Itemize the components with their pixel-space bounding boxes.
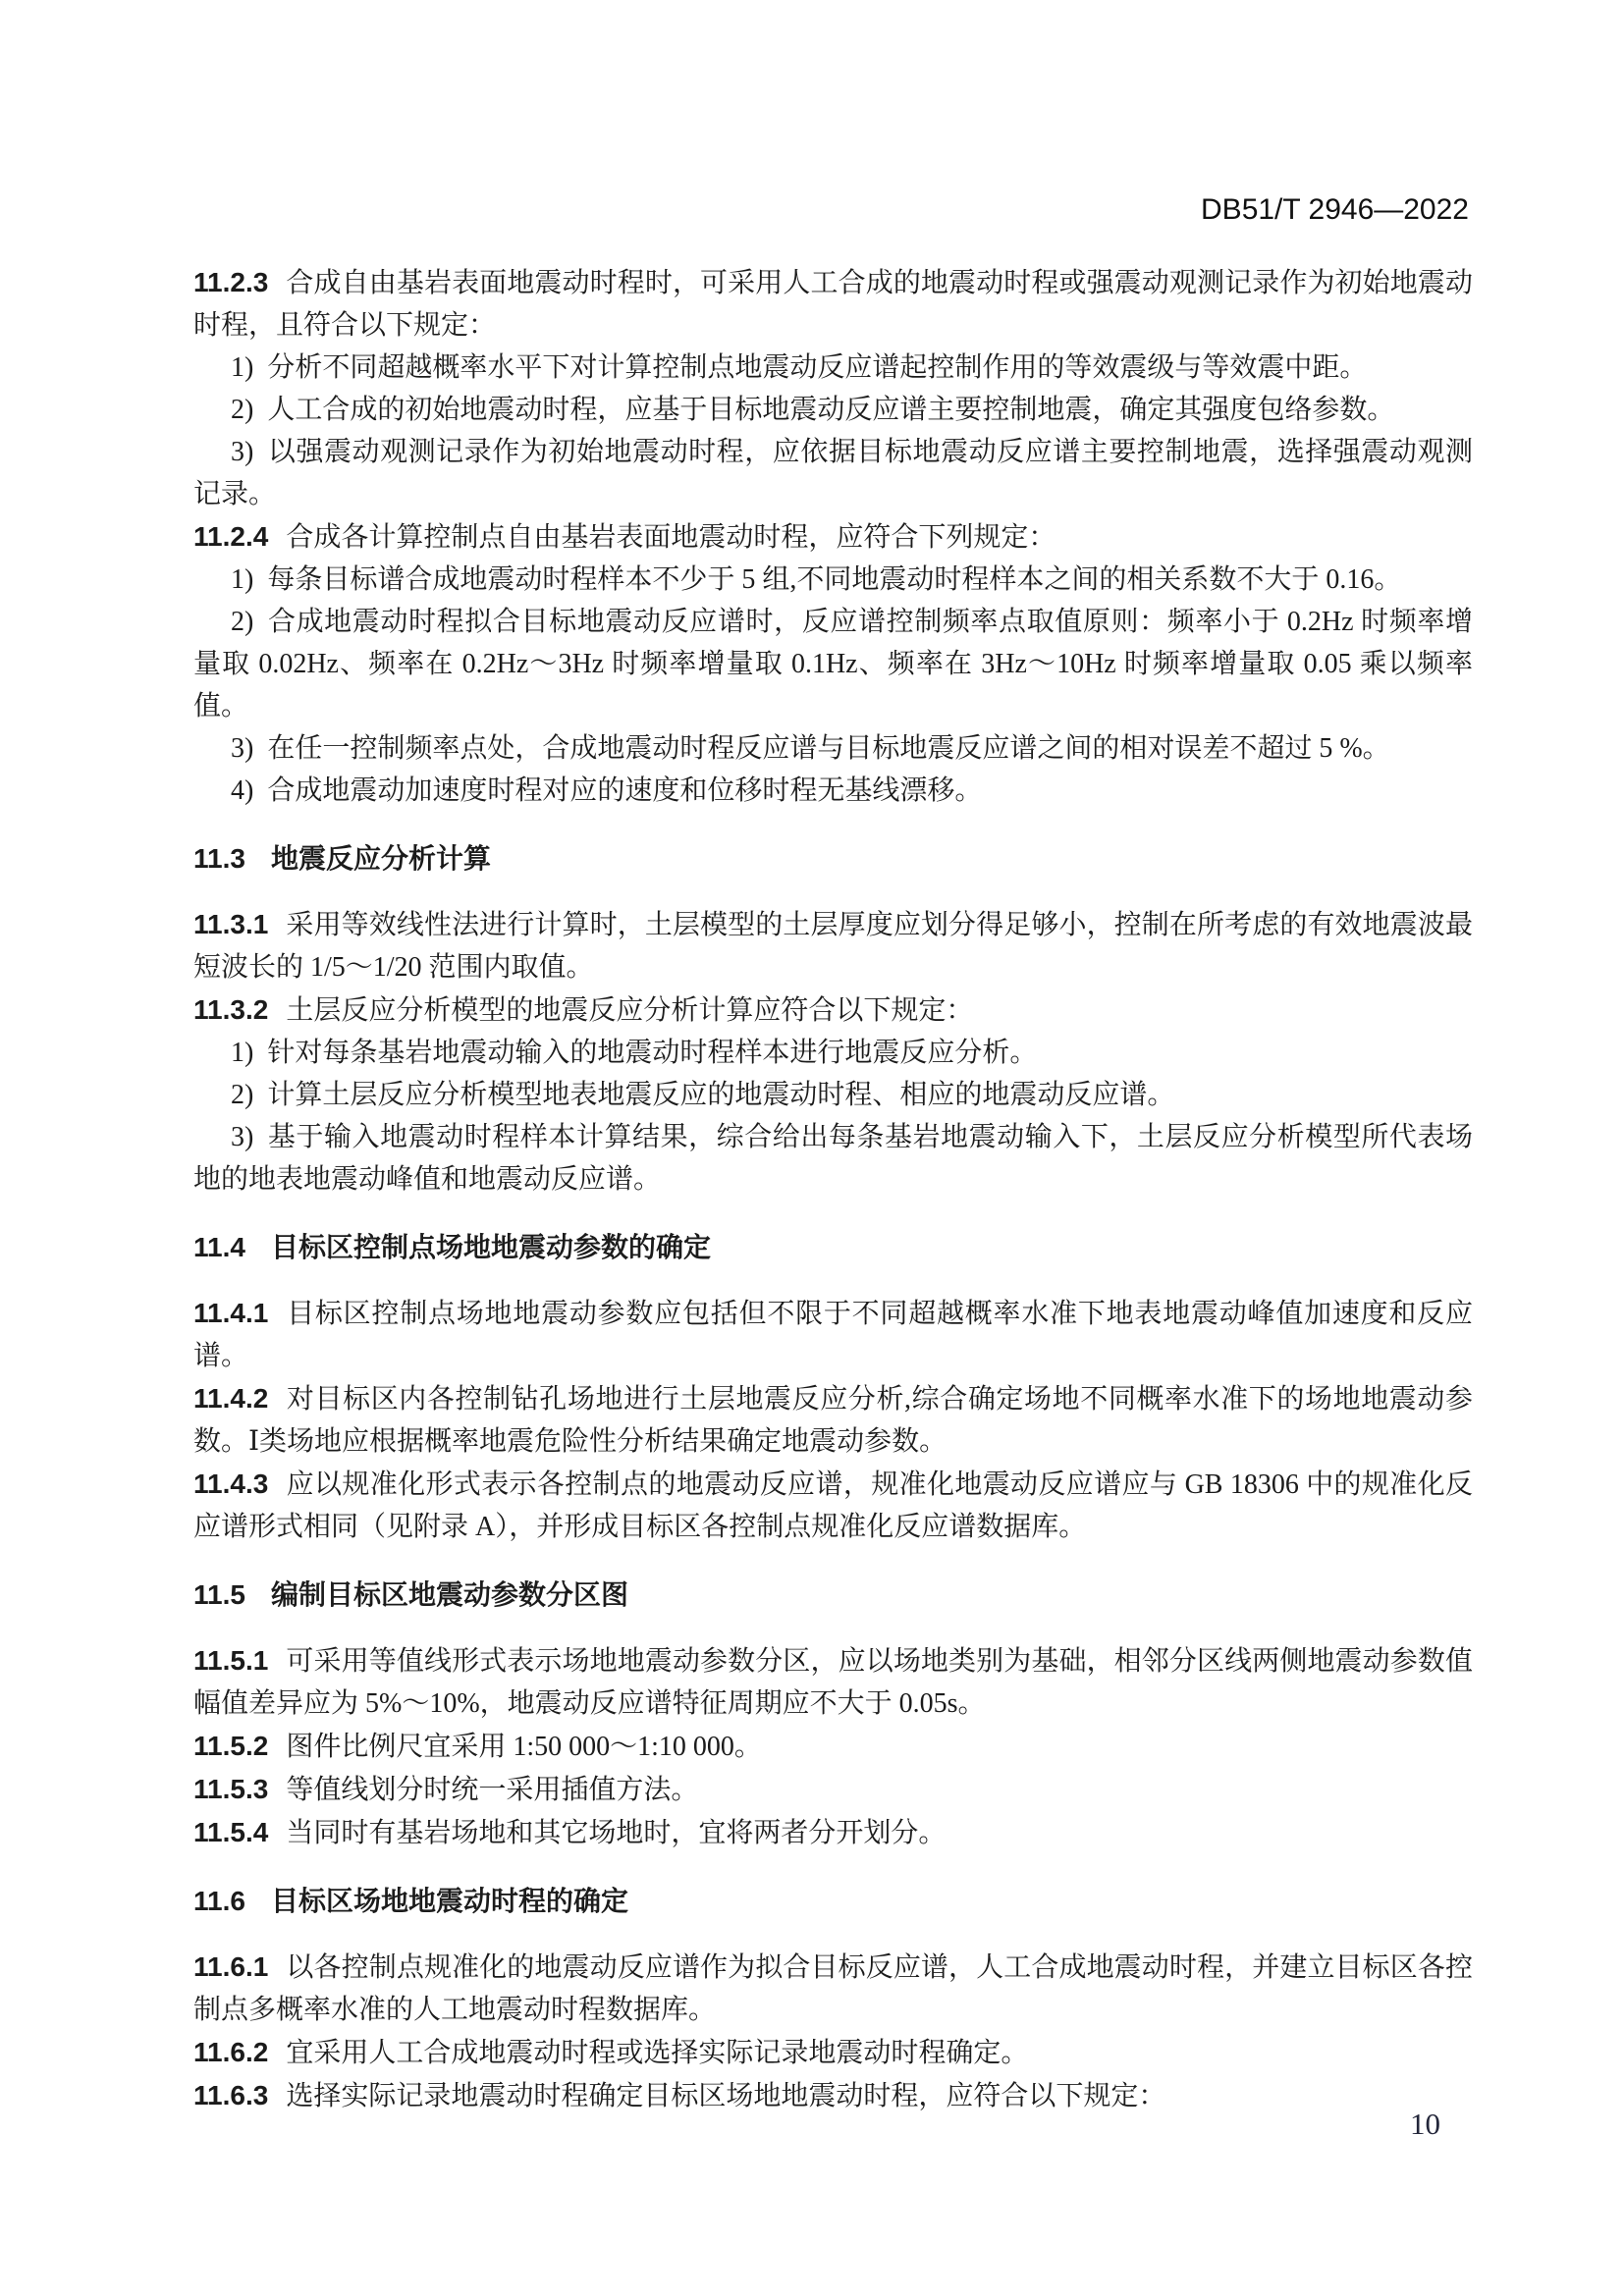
item-text: 每条目标谱合成地震动时程样本不少于 5 组,不同地震动时程样本之间的相关系数不大于 0.16。	[267, 564, 1402, 595]
clause-text: 采用等效线性法进行计算时，土层模型的土层厚度应划分得足够小，控制在所考虑的有效地震波最短波长的 1/5～1/20 范围内取值。	[193, 910, 1473, 983]
item-number: 1)	[231, 352, 254, 383]
clause-11.4.2	[193, 1377, 1473, 1463]
clause-number: 11.5.1	[193, 1645, 269, 1676]
item-number: 4)	[231, 775, 254, 806]
item-text: 人工合成的初始地震动时程，应基于目标地震动反应谱主要控制地震，确定其强度包络参数。	[267, 395, 1395, 425]
item-3	[193, 727, 1473, 770]
clause-text: 选择实际记录地震动时程确定目标区场地地震动时程，应符合以下规定：	[286, 2081, 1166, 2111]
item-text: 基于输入地震动时程样本计算结果，综合给出每条基岩地震动输入下，土层反应分析模型所代表场地的地表地震动峰值和地震动反应谱。	[193, 1122, 1473, 1195]
clause-text: 图件比例尺宜采用 1:50 000～1:10 000。	[286, 1732, 762, 1762]
clause-text: 当同时有基岩场地和其它场地时，宜将两者分开划分。	[286, 1818, 947, 1848]
item-text: 合成地震动时程拟合目标地震动反应谱时，反应谱控制频率点取值原则：频率小于 0.2Hz 时频率增量取 0.02Hz、频率在 0.2Hz～3Hz 时频率增量取 0.1Hz、频率在 3Hz～10Hz 时频率增量取 0.05 乘以频率值。	[193, 607, 1473, 721]
heading-text: 编制目标区地震动参数分区图	[270, 1579, 628, 1610]
clause-number: 11.4.2	[193, 1383, 269, 1414]
item-2	[193, 389, 1473, 431]
clause-11.3.1	[193, 903, 1473, 988]
clause-text: 土层反应分析模型的地震反应分析计算应符合以下规定：	[286, 995, 974, 1026]
item-2	[193, 601, 1473, 727]
heading-text: 目标区场地地震动时程的确定	[270, 1886, 628, 1916]
standard-number: DB51/T 2946—2022	[1201, 193, 1469, 226]
clause-number: 11.6.1	[193, 1951, 269, 1982]
clause-number: 11.5.4	[193, 1817, 269, 1847]
clause-number: 11.6.3	[193, 2080, 269, 2110]
clause-11.5.3	[193, 1768, 1473, 1811]
clause-number: 11.4.1	[193, 1298, 269, 1328]
item-text: 分析不同超越概率水平下对计算控制点地震动反应谱起控制作用的等效震级与等效震中距。	[267, 352, 1368, 383]
clause-11.5.4	[193, 1811, 1473, 1854]
document-content	[193, 261, 1473, 2117]
clause-text: 以各控制点规准化的地震动反应谱作为拟合目标反应谱，人工合成地震动时程，并建立目标区各控制点多概率水准的人工地震动时程数据库。	[193, 1952, 1473, 2025]
page-number: 10	[1410, 2107, 1440, 2141]
heading-number: 11.4	[193, 1232, 245, 1262]
item-text: 针对每条基岩地震动输入的地震动时程样本进行地震反应分析。	[267, 1038, 1038, 1068]
item-1	[193, 347, 1473, 389]
clause-11.4.1	[193, 1292, 1473, 1377]
clause-number: 11.2.3	[193, 267, 269, 297]
item-number: 3)	[231, 437, 254, 467]
heading-11.4	[193, 1226, 1473, 1268]
heading-number: 11.3	[193, 843, 245, 874]
item-number: 3)	[231, 1122, 254, 1152]
heading-number: 11.5	[193, 1579, 245, 1610]
item-3	[193, 431, 1473, 515]
clause-number: 11.2.4	[193, 521, 269, 552]
page-header	[193, 192, 1469, 228]
clause-text: 合成自由基岩表面地震动时程时，可采用人工合成的地震动时程或强震动观测记录作为初始地震动时程，且符合以下规定：	[193, 268, 1473, 341]
clause-text: 应以规准化形式表示各控制点的地震动反应谱，规准化地震动反应谱应与 GB 18306 中的规准化反应谱形式相同（见附录 A），并形成目标区各控制点规准化反应谱数据库。	[193, 1469, 1473, 1542]
clause-text: 等值线划分时统一采用插值方法。	[286, 1775, 699, 1805]
clause-11.3.2	[193, 988, 1473, 1032]
item-number: 2)	[231, 1080, 254, 1110]
item-text: 计算土层反应分析模型地表地震反应的地震动时程、相应的地震动反应谱。	[267, 1080, 1175, 1110]
clause-text: 对目标区内各控制钻孔场地进行土层地震反应分析,综合确定场地不同概率水准下的场地地震动参数。Ⅰ类场地应根据概率地震危险性分析结果确定地震动参数。	[193, 1384, 1473, 1457]
item-number: 3)	[231, 733, 254, 764]
item-2	[193, 1074, 1473, 1116]
clause-text: 合成各计算控制点自由基岩表面地震动时程，应符合下列规定：	[286, 522, 1056, 553]
clause-text: 可采用等值线形式表示场地地震动参数分区，应以场地类别为基础，相邻分区线两侧地震动参数值幅值差异应为 5%～10%，地震动反应谱特征周期应不大于 0.05s。	[193, 1646, 1473, 1719]
clause-11.6.2	[193, 2031, 1473, 2074]
item-text: 在任一控制频率点处，合成地震动时程反应谱与目标地震反应谱之间的相对误差不超过 5 %。	[267, 733, 1390, 764]
clause-11.5.2	[193, 1725, 1473, 1768]
item-number: 2)	[231, 607, 254, 637]
clause-11.5.1	[193, 1639, 1473, 1725]
item-number: 1)	[231, 1038, 254, 1068]
heading-number: 11.6	[193, 1886, 245, 1916]
clause-11.6.3	[193, 2074, 1473, 2117]
clause-11.4.3	[193, 1463, 1473, 1548]
clause-text: 宜采用人工合成地震动时程或选择实际记录地震动时程确定。	[286, 2038, 1029, 2068]
item-3	[193, 1116, 1473, 1201]
heading-text: 目标区控制点场地地震动参数的确定	[270, 1232, 711, 1262]
heading-text: 地震反应分析计算	[270, 843, 491, 874]
item-text: 以强震动观测记录作为初始地震动时程，应依据目标地震动反应谱主要控制地震，选择强震动观测记录。	[193, 437, 1473, 509]
clause-11.6.1	[193, 1946, 1473, 2031]
clause-number: 11.3.1	[193, 909, 269, 939]
item-1	[193, 559, 1473, 601]
heading-11.3	[193, 837, 1473, 880]
item-number: 2)	[231, 395, 254, 425]
item-1	[193, 1032, 1473, 1074]
clause-number: 11.6.2	[193, 2037, 269, 2067]
clause-number: 11.5.3	[193, 1774, 269, 1804]
clause-11.2.4	[193, 515, 1473, 559]
item-number: 1)	[231, 564, 254, 595]
page-footer	[1410, 2107, 1440, 2142]
item-text: 合成地震动加速度时程对应的速度和位移时程无基线漂移。	[267, 775, 983, 806]
clause-number: 11.4.3	[193, 1468, 269, 1499]
clause-number: 11.5.2	[193, 1731, 269, 1761]
heading-11.5	[193, 1574, 1473, 1616]
clause-number: 11.3.2	[193, 994, 269, 1025]
item-4	[193, 770, 1473, 812]
clause-text: 目标区控制点场地地震动参数应包括但不限于不同超越概率水准下地表地震动峰值加速度和反应谱。	[193, 1299, 1473, 1371]
clause-11.2.3	[193, 261, 1473, 347]
heading-11.6	[193, 1880, 1473, 1922]
